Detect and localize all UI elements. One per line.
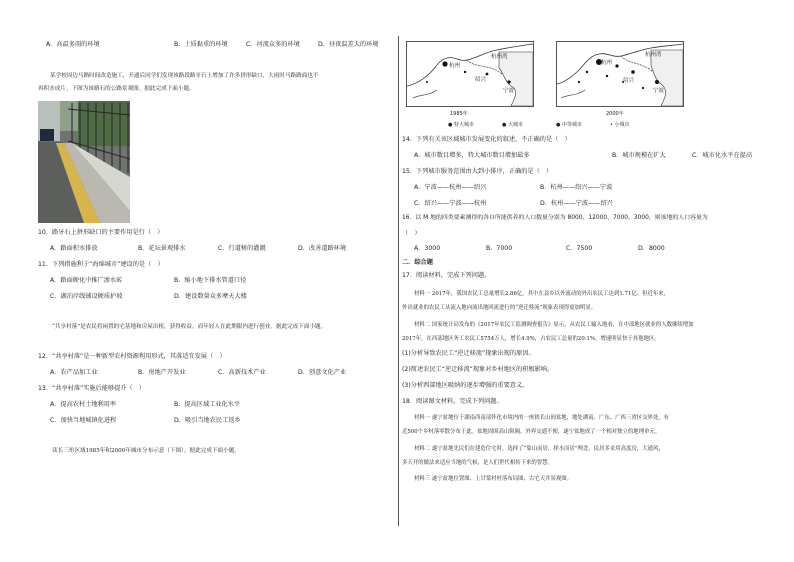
q13-option-b: B．提高区域工业化水平 [174, 401, 241, 408]
legend-large-city: ● 大城市 [502, 122, 523, 128]
q10-option-c: C．行道树的灌溉 [218, 245, 266, 252]
intro-paragraph-1-line-1: 某学校周边马路时间改造施工，开通后同学们发现该路段路牙石上增加了许多拼形缺口，大雨时马路路面也不 [50, 73, 319, 79]
left-column-lower [36, 0, 391, 562]
q18-material-3-line-1: 材料三 遂宁盆地位置图、上甘棠村村落布局图、古宅天井景观图。 [414, 476, 573, 482]
map2000-label-hangzhou: 杭州 [601, 60, 613, 66]
intro-paragraph-3: 读长三角区域1985年和2000年城市分布示意（下图），据此完成下面小题。 [52, 448, 240, 454]
q18-material-1-line-2: 近500个乡村落零散分布于此。盆地周围高山阻隔，外界交通不便，遂宁盆地成了一个相对独立的地理单元。 [402, 429, 661, 435]
intro-paragraph-1-line-2: 再积水成片。下图为该路石的公路景观图。据此完成下面小题。 [38, 86, 195, 92]
question-11: 11．下列措施利于“海绵城市”建设的是（ ） [38, 261, 164, 268]
q13-option-d: D．吸引当地农民工返乡 [174, 417, 241, 424]
q17-material-2-line-2: 2017年，在西部地区务工农民工5754万人，增长4.9%，占农民工总量的20.1%，增速明显快于其他地区。 [402, 336, 660, 342]
question-15: 15．下列城市服务范围由大到小排序，正确的是（ ） [402, 168, 553, 175]
map2000-label-bay: 杭州湾 [645, 52, 662, 58]
q13-option-a: A．提高农村土地利用率 [50, 401, 117, 408]
section-2-heading: 二．综合题 [402, 259, 433, 266]
q11-option-a: A．路面硬化中推广渗水砖 [50, 277, 123, 284]
q17-material-2-line-1: 材料二 国家统计局发布的《2017年农民工监测调查报告》显示，从农民工输入地看，在中部地区就业的人数继续增加 [414, 322, 694, 328]
q12-option-a: A．农产品加工业 [50, 369, 98, 376]
q18-material-1-line-1: 材料一 遂宁盆地位于湖南西南部怀化市境内的一座狭长山间盆地，地处湖南、广东、广西三省区交界处，有 [414, 415, 670, 421]
q17-subquestion-2: (2)简述农民工“逆迁移流”现象对乡村地区的积极影响。 [402, 366, 554, 373]
q16-option-d: D．8000 [638, 245, 665, 252]
q15-option-d: D．杭州——宁波——绍兴 [540, 200, 613, 207]
q18-material-2-line-1: 材料二 遂宁盆地先民们在建造住宅时，选择了“靠山而居，择水而居”理念，民居多采用高度房，大通风， [414, 446, 664, 452]
legend-megacity: ● 特大城市 [448, 122, 474, 128]
q15-option-c: C．绍兴——宁波——杭州 [414, 200, 487, 207]
right-column [402, 0, 772, 562]
q17-subquestion-1: (1)分析导致农民工“逆迁移流”现象出现的原因。 [402, 350, 535, 357]
q9-option-b: B．土质黏重的环境 [174, 41, 228, 48]
q9-option-c: C．河流众多的环境 [246, 41, 300, 48]
q16-option-c: C．7500 [566, 245, 593, 252]
q17-material-1-line-1: 材料一 2017年，我国农民工总量增长2.86亿，其中在县乡以外流动的外出农民工达到1.71亿。但近年来， [414, 291, 670, 297]
q14-option-b: B．城市规模在扩大 [612, 152, 666, 159]
map2000-year: 2000年 [606, 111, 624, 117]
q12-option-b: B．房地产开发业 [138, 369, 186, 376]
question-16-line-2: （ ） [402, 230, 421, 237]
q17-material-1-line-2: 外出就业的农民工从流入地向流出地回流进行的“逆迁移流”现象表现得更加明显。 [402, 305, 597, 311]
q12-option-d: D．创意文化产业 [298, 369, 347, 376]
legend-medium-city: ● 中等城市 [556, 122, 582, 128]
q14-option-a: A．城市数目增多，特大城市数目增加最多 [414, 152, 530, 159]
q11-option-b: B．缩小地下排水管道口径 [174, 277, 247, 284]
legend-small-city: • 小城市 [610, 122, 630, 128]
q10-option-a: A．路面积水排放 [50, 245, 98, 252]
question-12: 12．“共享村落”是一种新型农村资源利用形式，其落适宜发展（ ） [38, 353, 226, 360]
q13-option-c: C．加快当地城镇化进程 [50, 417, 117, 424]
q18-material-2-line-2: 多天井的做法来适应当地的气候，是人们世代相传下来的智慧。 [402, 460, 553, 466]
question-17: 17．阅读材料，完成下列问题。 [402, 272, 491, 279]
q10-option-b: B．花坛景观排水 [138, 245, 186, 252]
q17-subquestion-3: (3)分析西部地区吸纳的逐步增强的重要意义。 [402, 382, 529, 389]
q9-option-a: A．高温多雨的环境 [46, 41, 100, 48]
question-13: 13．“共享村落”实施后能够提升（ ） [38, 385, 146, 392]
q12-option-c: C．高新技术产业 [218, 369, 266, 376]
q16-option-b: B．7000 [486, 245, 513, 252]
column-divider [398, 36, 399, 526]
q14-option-c: C．城市化水平在提高 [692, 152, 753, 159]
map2000-label-ningbo: 宁波 [653, 88, 665, 94]
map1985-label-bay: 杭州湾 [491, 54, 508, 60]
map1985-year: 1985年 [450, 111, 468, 117]
map1985-label-shaoxing: 绍兴 [475, 77, 487, 83]
question-14: 14．下列有关该区域城市发展变化的叙述，不正确的是（ ） [402, 136, 571, 143]
q11-option-d: D．建设数量众多摩天大楼 [174, 293, 247, 300]
q10-option-d: D．改善道路环境 [298, 245, 347, 252]
question-10: 10．路牙石上拼形缺口的主要作用是行（ ） [38, 229, 164, 236]
q11-option-c: C．湖泊岸线铺设硬质护坡 [50, 293, 123, 300]
q9-option-d: D．昼夜温差大的环境 [318, 41, 379, 48]
question-18: 18．阅读图文材料，完成下列问题。 [402, 398, 503, 405]
q15-option-a: A．宁波——杭州——绍兴 [414, 184, 487, 191]
map1985-label-ningbo: 宁波 [503, 88, 515, 94]
q15-option-b: B．杭州——绍兴——宁波 [540, 184, 613, 191]
map2000-label-shaoxing: 绍兴 [623, 78, 635, 84]
map1985-label-hangzhou: 杭州 [449, 63, 461, 69]
q16-option-a: A．3000 [414, 245, 441, 252]
question-16-line-1: 16．以 M 地的四类要素测得的各自所能供养的人口数量分别为 8000、12000、7000、3000，则该地的人口容量为 [402, 215, 708, 221]
intro-paragraph-2: “共享村落”是农民将闲置的宅基地和房屋出租，获得收益，而年轻人在此期限内进行创业。据此完成下面小题。 [52, 324, 327, 330]
